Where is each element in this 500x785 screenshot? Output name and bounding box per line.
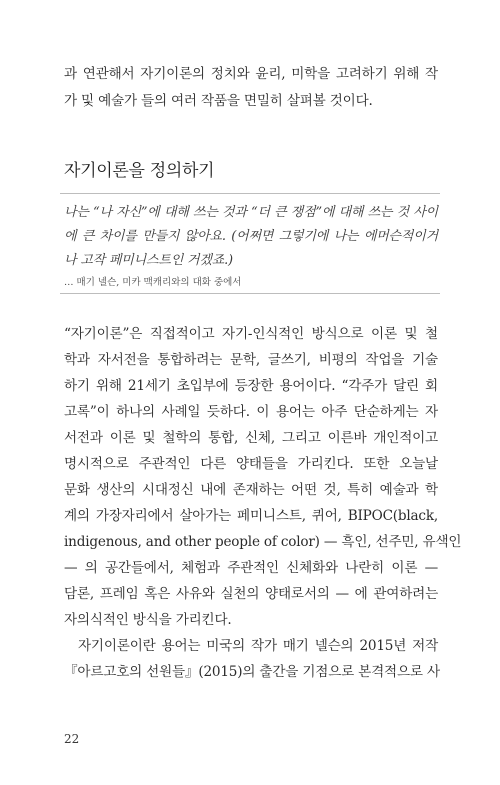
epigraph-attribution: … 매기 넬슨, 미카 맥캐리와의 대화 중에서 bbox=[64, 277, 242, 288]
page-number: 22 bbox=[64, 732, 80, 746]
body-line-7: 문화 생산의 시대정신 내에 존재하는 어떤 것, 특히 예술과 학 bbox=[64, 482, 438, 498]
body-line-8: 계의 가장자리에서 살아가는 페미니스트, 퀴어, BIPOC(black, bbox=[64, 508, 438, 524]
body-line-1: “자기이론”은 직접적이고 자기-인식적인 방식으로 이론 및 철 bbox=[64, 326, 438, 342]
body-line-12: 자의식적인 방식을 가리킨다. bbox=[64, 612, 232, 628]
body-line-11: 담론, 프레임 혹은 사유와 실천의 양태로서의 — 에 관여하려는 bbox=[64, 586, 438, 602]
body-line-6: 명시적으로 주관적인 다른 양태들을 가리킨다. 또한 오늘날 bbox=[64, 456, 438, 472]
body-line-14: 『아르고호의 선원들』(2015)의 출간을 기점으로 본격적으로 사 bbox=[64, 664, 440, 680]
body-line-3: 하기 위해 21세기 초입부에 등장한 용어이다. “각주가 달린 회 bbox=[64, 378, 438, 394]
intro-line-1: 과 연관해서 자기이론의 정치와 윤리, 미학을 고려하기 위해 작 bbox=[64, 66, 438, 82]
epigraph-line-1: 나는 “나 자신”에 대해 쓰는 것과 “더 큰 쟁점”에 대해 쓰는 것 사이 bbox=[64, 205, 438, 220]
body-line-2: 학과 자서전을 통합하려는 문학, 글쓰기, 비평의 작업을 기술 bbox=[64, 352, 438, 368]
body-line-5: 서전과 이론 및 철학의 통합, 신체, 그리고 이른바 개인적이고 bbox=[64, 430, 438, 446]
body-line-13: 자기이론이란 용어는 미국의 작가 매기 넬슨의 2015년 저작 bbox=[78, 638, 438, 654]
epigraph-line-3: 나 고작 페미니스트인 거겠죠.) bbox=[64, 253, 233, 268]
body-line-9: indigenous, and other people of color) — 흑인, 선주민, 유색인 bbox=[64, 534, 462, 550]
epigraph-top-rule bbox=[60, 193, 440, 194]
intro-line-2: 가 및 예술가 들의 여러 작품을 면밀히 살펴볼 것이다. bbox=[64, 93, 373, 109]
body-line-10: — 의 공간들에서, 체험과 주관적인 신체화와 나란히 이론 — bbox=[64, 560, 438, 576]
section-heading: 자기이론을 정의하기 bbox=[64, 161, 215, 181]
epigraph-bottom-rule bbox=[60, 293, 440, 294]
epigraph-line-2: 에 큰 차이를 만들지 않아요. (어쩌면 그렇기에 나는 에머슨적이거 bbox=[64, 229, 438, 244]
body-line-4: 고록”이 하나의 사례일 듯하다. 이 용어는 아주 단순하게는 자 bbox=[64, 404, 438, 420]
